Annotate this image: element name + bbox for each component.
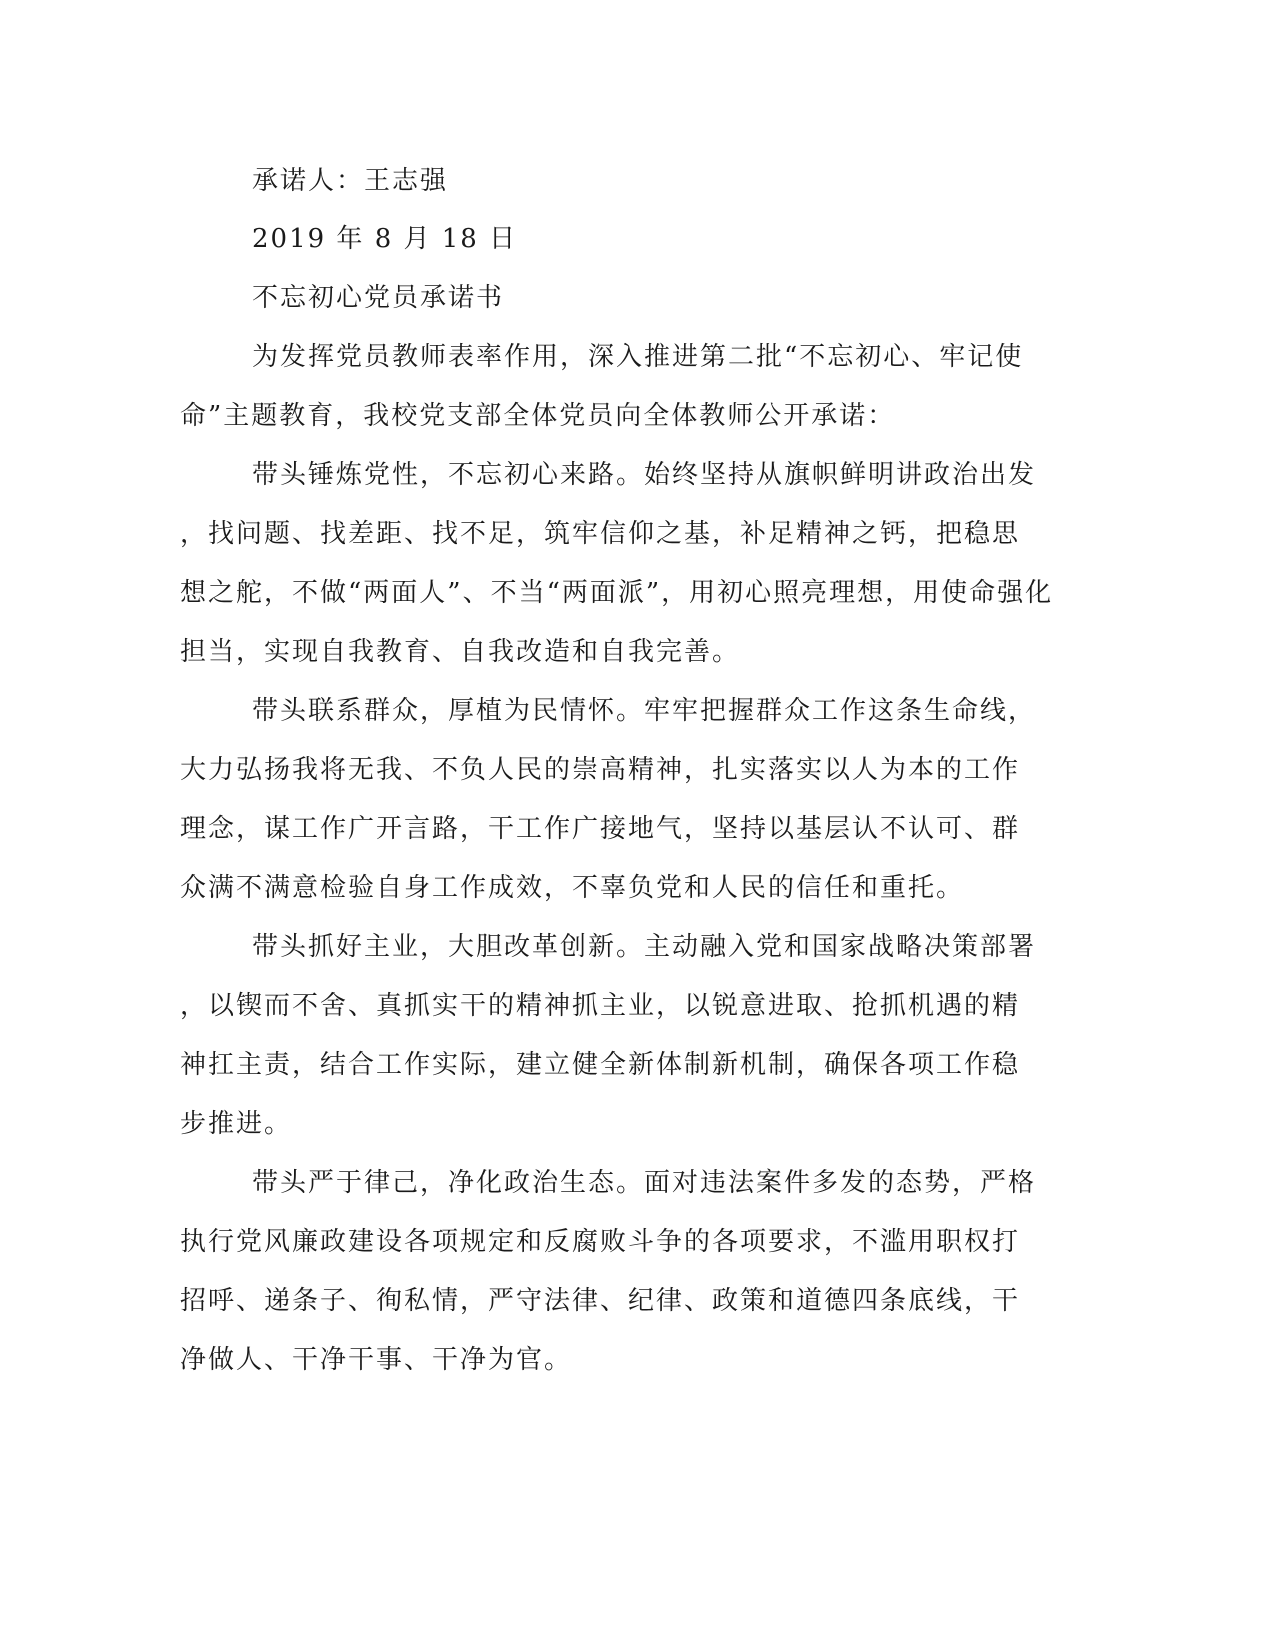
paragraph-line: 带头抓好主业，大胆改革创新。主动融入党和国家战略决策部署 [252,932,1037,962]
paragraph-line: ，以锲而不舍、真抓实干的精神抓主业，以锐意进取、抢抓机遇的精 [180,991,1021,1021]
paragraph-line: 命”主题教育，我校党支部全体党员向全体教师公开承诺： [180,401,896,431]
paragraph-line: 净做人、干净干事、干净为官。 [180,1345,573,1375]
paragraph-line: 理念，谋工作广开言路，干工作广接地气，坚持以基层认不认可、群 [180,814,1021,844]
paragraph-line: 大力弘扬我将无我、不负人民的崇高精神，扎实落实以人为本的工作 [180,755,1021,785]
paragraph-line: 带头锤炼党性，不忘初心来路。始终坚持从旗帜鲜明讲政治出发 [252,460,1037,490]
paragraph-line: 步推进。 [180,1109,293,1139]
paragraph-line: 众满不满意检验自身工作成效，不辜负党和人民的信任和重托。 [180,873,965,903]
paragraph-line: 想之舵，不做“两面人”、不当“两面派”，用初心照亮理想，用使命强化 [180,578,1054,608]
paragraph-line: 为发挥党员教师表率作用，深入推进第二批“不忘初心、牢记使 [252,342,1024,372]
date-line: 2019 年 8 月 18 日 [252,224,518,254]
signature-line: 承诺人：王志强 [252,166,449,196]
paragraph-line: 带头严于律己，净化政治生态。面对违法案件多发的态势，严格 [252,1168,1037,1198]
document-title: 不忘初心党员承诺书 [252,283,505,313]
paragraph-line: 神扛主责，结合工作实际，建立健全新体制新机制，确保各项工作稳 [180,1050,1021,1080]
paragraph-line: ，找问题、找差距、找不足，筑牢信仰之基，补足精神之钙，把稳思 [180,519,1021,549]
paragraph-line: 带头联系群众，厚植为民情怀。牢牢把握群众工作这条生命线， [252,696,1037,726]
paragraph-line: 招呼、递条子、徇私情，严守法律、纪律、政策和道德四条底线，干 [180,1286,1021,1316]
paragraph-line: 执行党风廉政建设各项规定和反腐败斗争的各项要求，不滥用职权打 [180,1227,1021,1257]
paragraph-line: 担当，实现自我教育、自我改造和自我完善。 [180,637,741,667]
